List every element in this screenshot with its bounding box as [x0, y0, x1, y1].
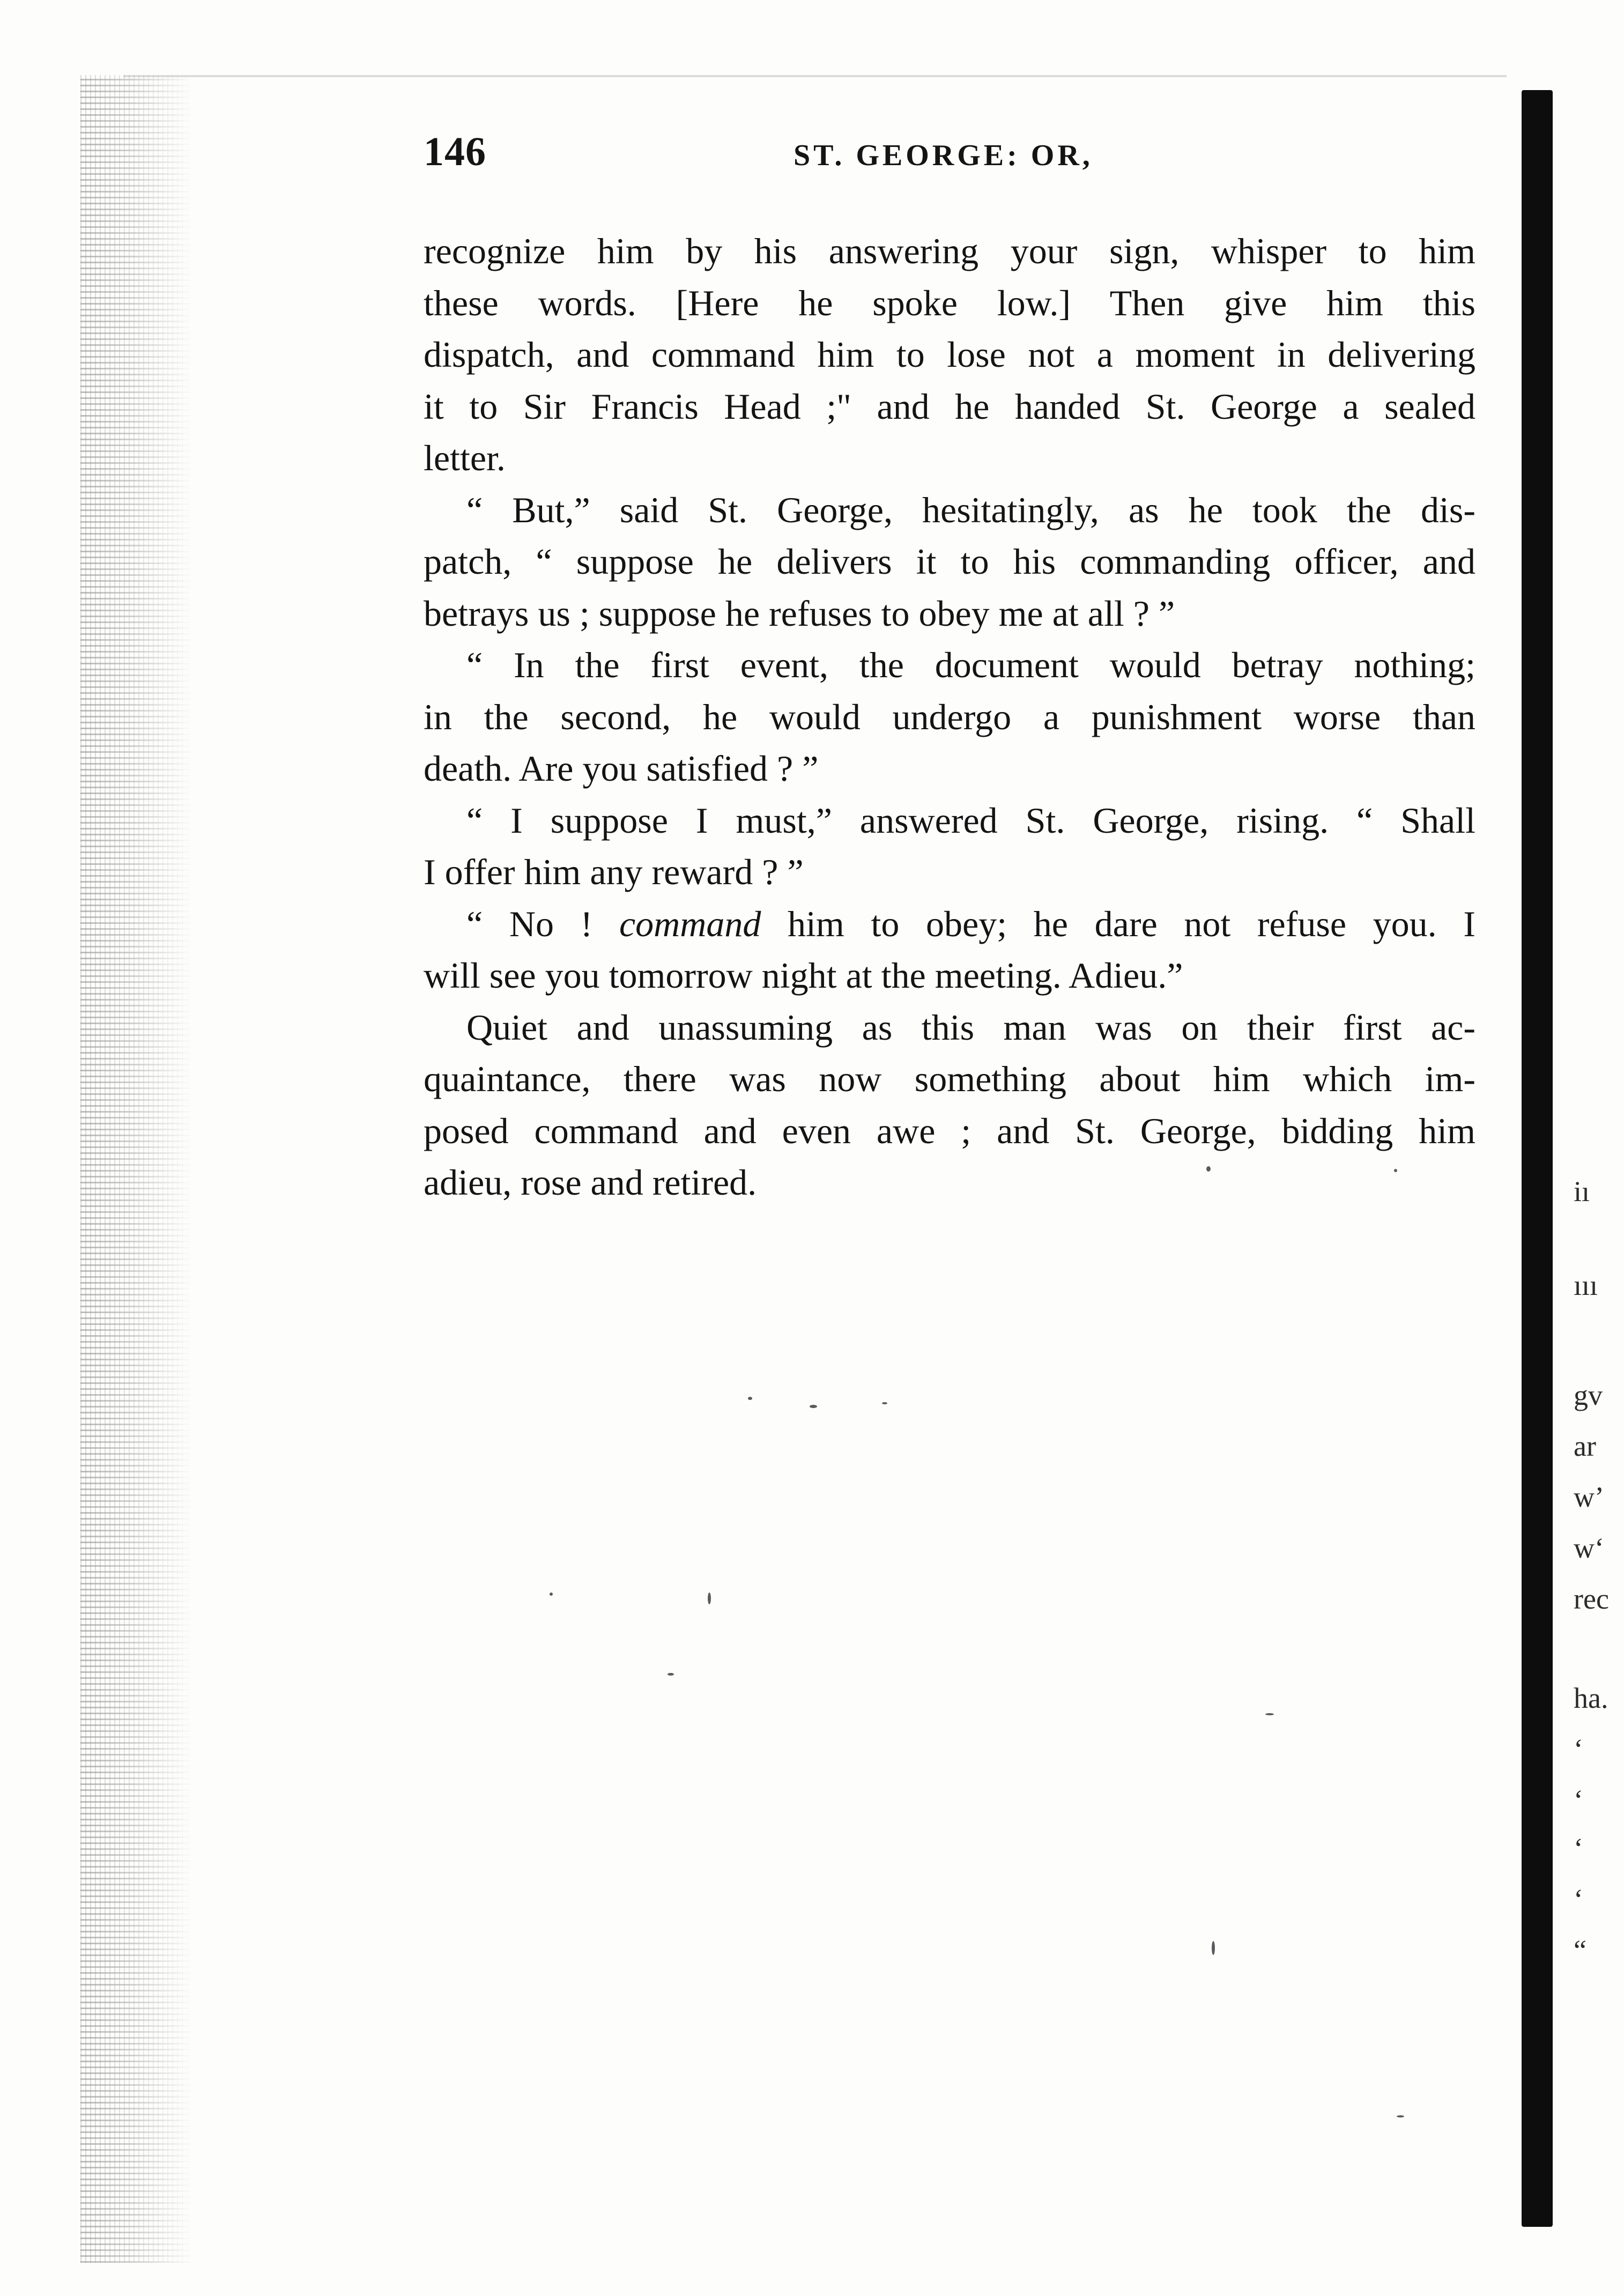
line-fragment: him to obey; he dare not refuse you. I [761, 903, 1475, 944]
scan-speck [1397, 2115, 1404, 2117]
body-text [424, 225, 1475, 1209]
facing-page-fragment: “ [1574, 1934, 1586, 1966]
scan-speck [1206, 1166, 1211, 1172]
scan-speck [810, 1405, 817, 1408]
top-page-edge [123, 75, 1507, 77]
facing-page-fragment: w’ [1574, 1481, 1604, 1513]
text-line: these words. [Here he spoke low.] Then give him this [424, 282, 1475, 323]
text-line: it to Sir Francis Head ;" and he handed St. George a sealed [424, 386, 1475, 427]
scan-speck [668, 1673, 674, 1676]
text-line: Quiet and unassuming as this man was on their first ac- [466, 1006, 1475, 1048]
text-line: will see you tomorrow night at the meeting. Adieu.” [424, 955, 1183, 996]
facing-page-fragment: iı [1574, 1175, 1590, 1208]
scan-speck [1265, 1713, 1274, 1715]
page-header [424, 129, 1490, 182]
facing-page-fragment: ha. [1574, 1682, 1608, 1714]
text-line-with-emphasis [424, 898, 1475, 950]
facing-page-fragment: ar [1574, 1430, 1596, 1462]
facing-page-fragment: ‘ [1574, 1832, 1583, 1864]
facing-page-fragment: rec [1574, 1583, 1609, 1615]
facing-page-fragment: ‘ [1574, 1733, 1583, 1765]
text-line: dispatch, and command him to lose not a moment in delivering [424, 334, 1475, 375]
facing-page-fragment: ‘ [1574, 1883, 1583, 1915]
facing-page-fragment: ‘ [1574, 1784, 1583, 1816]
scan-speck [882, 1402, 887, 1404]
text-line: in the second, he would undergo a punishment worse than [424, 696, 1475, 737]
scan-speck [1212, 1941, 1215, 1955]
scan-speck [1394, 1169, 1397, 1172]
emphasized-word: command [619, 903, 761, 944]
text-line: “ But,” said St. George, hesitatingly, as he took the dis- [466, 489, 1475, 530]
text-line: “ I suppose I must,” answered St. George, rising. “ Shall [466, 799, 1475, 841]
scan-speck [748, 1397, 752, 1400]
left-gutter-scan-noise [80, 75, 193, 2263]
text-line: patch, “ suppose he delivers it to his commanding officer, and [424, 541, 1475, 582]
text-line: quaintance, there was now something about him which im- [424, 1058, 1475, 1099]
text-line: letter. [424, 438, 506, 478]
right-binding-strip [1522, 90, 1553, 2227]
facing-page-fragment: gv [1574, 1379, 1603, 1411]
scan-speck [708, 1593, 711, 1604]
text-line: adieu, rose and retired. [424, 1162, 757, 1203]
text-line: posed command and even awe ; and St. George, bidding him [424, 1110, 1475, 1151]
line-fragment: “ No ! [466, 903, 619, 944]
text-line: “ In the first event, the document would betray nothing; [466, 645, 1475, 685]
text-line: betrays us ; suppose he refuses to obey me at all ? ” [424, 592, 1175, 634]
scan-speck [550, 1593, 553, 1596]
text-line: I offer him any reward ? ” [424, 851, 804, 892]
page-number: 146 [424, 129, 486, 174]
facing-page-fragment: w‘ [1574, 1532, 1604, 1564]
facing-page-fragment: ııı [1574, 1269, 1598, 1301]
text-line: death. Are you satisfied ? ” [424, 748, 819, 789]
running-head: ST. GEORGE: OR, [794, 139, 1093, 172]
text-line: recognize him by his answering your sign, whisper to him [424, 231, 1475, 271]
